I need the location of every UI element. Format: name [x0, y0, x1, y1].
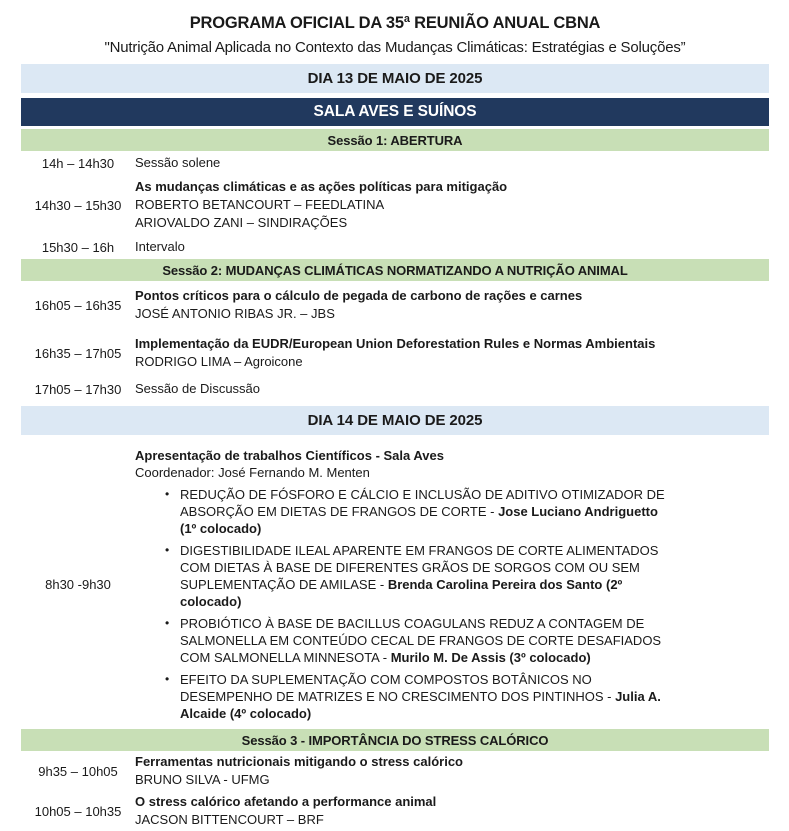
schedule-row-mitigation	[21, 175, 769, 235]
event-text: Intervalo	[135, 239, 185, 254]
session3-header-bar	[21, 729, 769, 751]
event-cell	[135, 335, 769, 371]
day2-header-bar	[21, 406, 769, 435]
event-cell	[135, 154, 769, 172]
event-text: Sessão solene	[135, 155, 221, 170]
event-cell	[135, 380, 769, 398]
talk-title: Pontos críticos para o cálculo de pegada de carbono de rações e carnes	[135, 288, 583, 303]
event-cell	[135, 178, 769, 232]
speaker-line: RODRIGO LIMA – Agroicone	[135, 354, 303, 369]
schedule-row-eudr	[21, 329, 769, 377]
session2-header-label: Sessão 2: MUDANÇAS CLIMÁTICAS NORMATIZANDO A NUTRIÇÃO ANIMAL	[162, 262, 628, 278]
day2-header-label: DIA 14 DE MAIO DE 2025	[307, 412, 483, 429]
talk-title: Implementação da EUDR/European Union Deforestation Rules e Normas Ambientais	[135, 336, 656, 351]
schedule-row-heatstress1	[21, 751, 769, 791]
day1-header-label: DIA 13 DE MAIO DE 2025	[307, 70, 483, 87]
speaker-line: ROBERTO BETANCOURT – FEEDLATINA	[135, 197, 385, 212]
talk-title: Ferramentas nutricionais mitigando o stress calórico	[135, 754, 463, 769]
talk-title: O stress calórico afetando a performance animal	[135, 794, 437, 809]
paper-title: REDUÇÃO DE FÓSFORO E CÁLCIO E INCLUSÃO DE ADITIVO OTIMIZADOR DE ABSORÇÃO EM DIETAS DE FRANGOS DE CORTE -	[180, 487, 665, 519]
paper-item	[163, 486, 675, 537]
room-header-label: SALA AVES E SUÍNOS	[313, 103, 477, 120]
time-cell: 9h35 – 10h05	[38, 763, 118, 779]
paper-title: DIGESTIBILIDADE ILEAL APARENTE EM FRANGOS DE CORTE ALIMENTADOS COM DIETAS À BASE DE DIFERENTES GRÃOS DE SORGOS COM OU SEM SUPLEMENTAÇÃO DE AMILASE -	[180, 543, 659, 592]
time-cell: 16h05 – 16h35	[34, 297, 122, 313]
time-cell: 14h – 14h30	[41, 155, 115, 171]
talk-title: As mudanças climáticas e as ações políticas para mitigação	[135, 179, 508, 194]
paper-title: PROBIÓTICO À BASE DE BACILLUS COAGULANS REDUZ A CONTAGEM DE SALMONELLA EM CONTEÚDO CECAL DE FRANGOS DE CORTE DESAFIADOS COM SALMONELLA MINNESOTA -	[180, 616, 662, 665]
schedule-row-opening	[21, 151, 769, 175]
speaker-line: BRUNO SILVA - UFMG	[135, 772, 270, 787]
day1-header-bar	[21, 64, 769, 93]
paper-item	[163, 671, 675, 722]
page-subtitle: "Nutrição Animal Aplicada no Contexto das Mudanças Climáticas: Estratégias e Soluções”	[104, 39, 686, 56]
session1-header-label: Sessão 1: ABERTURA	[327, 132, 463, 148]
papers-heading: Apresentação de trabalhos Científicos - Sala Aves	[135, 448, 444, 463]
paper-author: Brenda Carolina Pereira dos Santo (2º colocado)	[180, 577, 623, 609]
paper-title: EFEITO DA SUPLEMENTAÇÃO COM COMPOSTOS BOTÂNICOS NO DESEMPENHO DE MATRIZES E NO CRESCIMENTO DOS PINTINHOS -	[180, 672, 616, 704]
time-cell: 16h35 – 17h05	[34, 345, 122, 361]
speaker-line: JACSON BITTENCOURT – BRF	[135, 812, 324, 827]
schedule-row-heatstress2	[21, 791, 769, 831]
time-cell: 15h30 – 16h	[41, 239, 115, 255]
session3-header-label: Sessão 3 - IMPORTÂNCIA DO STRESS CALÓRICO	[241, 732, 549, 748]
time-cell: 14h30 – 15h30	[34, 197, 122, 213]
event-cell	[135, 238, 769, 256]
paper-item	[163, 542, 675, 610]
paper-author: Murilo M. De Assis (3º colocado)	[390, 650, 591, 665]
papers-list	[163, 486, 769, 722]
time-cell: 17h05 – 17h30	[34, 381, 122, 397]
paper-author: Jose Luciano Andriguetto (1º colocado)	[180, 504, 658, 536]
session1-header-bar	[21, 129, 769, 151]
speaker-line: JOSÉ ANTONIO RIBAS JR. – JBS	[135, 306, 335, 321]
page-title: PROGRAMA OFICIAL DA 35ª REUNIÃO ANUAL CBNA	[189, 14, 601, 32]
schedule-row-papers	[21, 440, 769, 729]
speaker-line: ARIOVALDO ZANI – SINDIRAÇÕES	[135, 215, 348, 230]
papers-coordinator: Coordenador: José Fernando M. Menten	[135, 465, 370, 480]
event-cell	[135, 753, 769, 789]
session2-header-bar	[21, 259, 769, 281]
event-cell	[135, 443, 769, 726]
schedule-row-carbon	[21, 281, 769, 329]
room-header-bar	[21, 98, 769, 126]
time-cell: 8h30 -9h30	[45, 577, 111, 592]
paper-item	[163, 615, 675, 666]
event-cell	[135, 793, 769, 829]
schedule-row-discussion	[21, 377, 769, 401]
schedule-row-break	[21, 235, 769, 259]
time-cell: 10h05 – 10h35	[34, 803, 122, 819]
event-text: Sessão de Discussão	[135, 381, 261, 396]
event-cell	[135, 287, 769, 323]
paper-author: Julia A. Alcaide (4º colocado)	[180, 689, 661, 721]
